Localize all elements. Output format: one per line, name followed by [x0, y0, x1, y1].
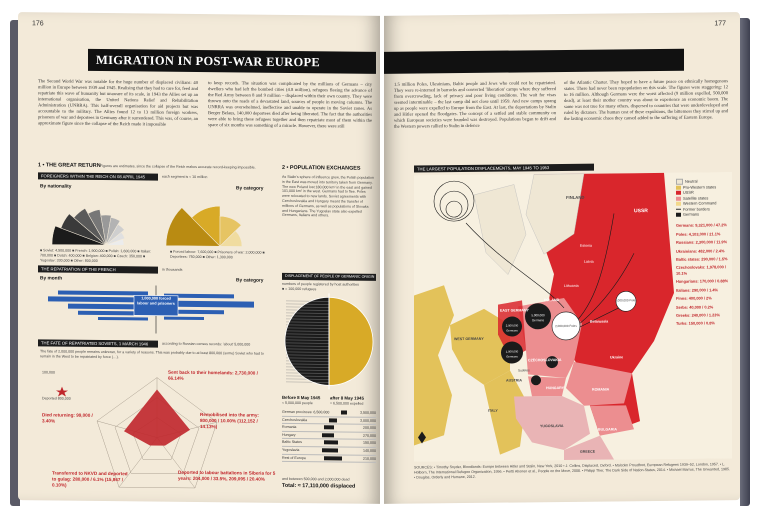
map-label-sudetes: Sudetes: [518, 368, 530, 373]
before-value: ≈ 5,000,000 people: [282, 400, 313, 406]
bubble-4: 2,000,000 Germans: [505, 323, 519, 333]
germanic-row-bar: [341, 410, 347, 414]
germanic-row: [282, 454, 376, 463]
french-note: in thousands: [162, 267, 183, 272]
germanic-row-bar: [324, 441, 338, 445]
map-stats-list: [676, 223, 732, 327]
map-stat-item: Baltic states: 290,000 / 1.5%: [676, 256, 728, 262]
intro-col-4: of the Atlantic Charter. They hoped to have a future peace on ethnically homogenous states. There had never been repopulation on this scale. The figures were staggering: 12 to 16 million. Although Germans were the worst affected (9 million expelled, 500,000 dead), at least their mother country was about to experience an economic boom. The same was not true for many others, dispersed to countries that were underdeveloped and ruled by dictators. The human cost of these expulsions, the bitterness they stirred up and the lasting economic chaos they caused added to the suffering of Eastern Europe.: [564, 78, 728, 121]
left-page: [18, 12, 380, 504]
category-fan-segments: [166, 206, 242, 247]
soviet-stat-2: Remobilised into the army: 800,000 / 10.00% (112,152 / 14.13%): [200, 412, 259, 430]
germanic-row-value: 150,000: [362, 441, 376, 446]
germanic-row-bar: [322, 433, 334, 437]
foreigners-bar: FOREIGNERS WITHIN THE REICH ON 08 APRIL 1945: [38, 172, 158, 180]
germanic-row-label: Czechoslovakia: [282, 417, 308, 422]
germanic-row-label: German provinces: 6,500,000: [282, 409, 330, 415]
germanic-row-label: Rest of Europe: [282, 455, 306, 460]
page-title: MIGRATION IN POST-WAR EUROPE: [88, 49, 376, 74]
sources: SOURCES: • Timothy Snyder, Bloodlands: Europe between Hitler and Stalin, New York, 2010 • J. Collins, Displaced, Oxford. • Malcolm Proudfoot, European Refugees 1939–52, London, 1957. • L. Holborn, The International Refugee Organization, 1956. • Pertti Ahonen et al., People on the Move, 2008. • Philipp Ther, The Dark Side of Nation-States, 2014. • Michael Marrus, The Unwanted, 1985. • Douglas, Orderly and Humane, 2012.: [414, 462, 730, 480]
germanic-row-value: 210,000: [362, 456, 376, 461]
map-label-greece: GREECE: [580, 449, 596, 454]
germanic-note: numbers of people registered by host authorities: [282, 281, 359, 287]
germanic-row-value: 3,000,000: [359, 418, 376, 423]
star-label-1: 100,000: [42, 370, 55, 375]
map-title-bar: THE LARGEST POPULATION DISPLACEMENTS, MAY 1945 TO 1953: [414, 164, 594, 173]
map-stat-item: Ukrainians: 482,000 / 2.4%: [676, 247, 725, 254]
map-stat-item: Russians: 2,300,000 / 11.9%: [676, 239, 728, 246]
great-return-subtitle: Figures are estimates, since the collapse of the Reich makes accurate record-keeping impossible.: [100, 163, 256, 170]
germanic-row-label: Hungary: [282, 432, 296, 437]
by-nationality-label: By nationality: [40, 184, 72, 190]
map-stat-item: Greeks: 240,000 / 1.23%: [676, 312, 720, 318]
french-bar: THE REPATRIATION OF THE FRENCH: [38, 265, 158, 273]
map-label-yugoslavia: YUGOSLAVIA: [540, 423, 564, 429]
soviet-text: The fate of 2,000,000 people remains unknown, for a variety of reasons. This was probably due to at least 800,000 (some) Soviet who had to remain in the West to be repatriated by force (…).: [40, 349, 264, 359]
right-page: [384, 12, 740, 504]
nationality-fan-segments: [52, 208, 125, 245]
germanic-row-value: 3,500,000: [359, 410, 376, 415]
germanic-row-label: Romania: [282, 425, 297, 430]
map-label-ussr: USSR: [634, 208, 648, 215]
map-label-poland: POLAND: [544, 298, 560, 303]
foreigners-note: each segment is ≈ 10 million: [162, 174, 208, 180]
french-repatriation-chart: [38, 282, 274, 336]
map-stat-item: Turks: 150,000 / 0.8%: [676, 320, 715, 327]
by-month-label: By month: [40, 276, 63, 282]
legend-ussr: USSR: [676, 190, 732, 196]
map-label-east-germany: EAST GERMANY: [500, 308, 529, 313]
by-category-label: By category: [236, 186, 264, 192]
pop-exchanges-heading: 2 • POPULATION EXCHANGES: [282, 164, 361, 172]
bubble-3: 3,000,000 Poles: [615, 298, 637, 303]
map-label-belarussia: Belarussia: [590, 319, 609, 324]
europe-map: [414, 172, 732, 461]
germanic-row-label: Baltic States: [282, 440, 302, 445]
title-bar-continuation: [384, 49, 684, 74]
germanic-note-2: ■ = 100,000 refugees: [282, 286, 317, 292]
germanic-displacement-bar: DISPLACEMENT OF PEOPLE OF GERMANIC ORIGIN: [282, 273, 376, 281]
great-return-heading: 1 • THE GREAT RETURN: [38, 162, 101, 169]
bubble-2: 2,000,000 Poles: [555, 323, 577, 329]
legend-neutral: Neutral: [676, 178, 732, 185]
germanic-circle-chart: [282, 293, 376, 394]
category-legend: ■ Forced labour: 7,600,000 ■ Prisoners of war: 2,000,000 ■ Deportees: 750,000 ■ Other: 1,300,000: [170, 249, 265, 260]
french-central-label: 1,000,000 forced labour and prisoners: [137, 296, 175, 306]
legend-germans: Germans: [676, 211, 732, 217]
map-label-estonia: Estonia: [580, 243, 592, 248]
map-stat-item: Italians: 290,000 / 1.4%: [676, 287, 718, 293]
after-title: after 8 May 1945: [330, 395, 364, 401]
germanic-row-bar: [324, 456, 342, 460]
legend-satellite: Satellite states: [676, 195, 732, 201]
germanic-row-value: 200,000: [362, 425, 376, 431]
category-fan-chart: [172, 190, 268, 251]
page-number-right: 177: [714, 20, 726, 28]
map-legend: [676, 178, 732, 329]
page-number-left: 176: [32, 20, 44, 28]
legend-former-borders: Former borders: [676, 206, 732, 212]
germanic-row-bar: [322, 448, 338, 452]
bubble-1: 5,000,000 Germans: [531, 313, 545, 323]
map-label-finland: FINLAND: [566, 194, 585, 200]
nationality-legend: ■ Soviet: 4,500,000 ■ French: 1,900,000 ■ Polish: 1,600,000 ■ Italian: 700,000 ■ Dutch: 400,000 ■ Belgian: 400,000 ■ Czech: 350,000 ■ Yugoslav: 330,000 ■ Other: 800,000: [40, 248, 152, 263]
map-stat-item: Czechoslovaks: 1,978,000 / 10.1%: [676, 264, 726, 276]
before-title: Before 8 May 1945: [282, 394, 321, 401]
germanic-row-value: 140,000: [362, 448, 376, 453]
pop-exchanges-text: As Stalin's sphere of influence grew, the Polish population in the East was moved into territory taken from Germany. The new Poland lost 180,000 km² in the east and gained 101,000 km² in the west. Germans had to flee. Poles were relocated to new lands. Soviet agreements with Czechoslovakia and Hungary meant the transfer of millions of Germans, as well as populations of Slovaks and Hungarians. The Yugoslav state also expelled Germans, Italians and others.: [282, 174, 374, 218]
map-label-lithuania: Lithuania: [564, 283, 579, 288]
after-value: ≈ 6,500,000 expelled: [330, 401, 364, 406]
germanic-row-bar: [324, 425, 334, 429]
map-label-ukraine: Ukraine: [610, 355, 624, 360]
book-spread: [18, 14, 748, 514]
map-label-romania: ROMANIA: [592, 387, 610, 392]
intro-col-1: The Second World War was notable for the huge number of displaced civilians: 40 million in Europe between 1939 and 1945. Realising that they had to care for, feed and repatriate this wave of humanity but unaware of its scale, in 1943 the Allies set up an international organisation, the United Nations Relief and Rehabilitation Administration (UNRRA). This half-overall organisation for aid projects but was accountable to the military. The Allies found 12 to 13 million foreign workers, prisoners of war and deportees in Germany after it surrendered. This was, of course, an approximate figure since the collapse of the Reich made it impossible: [38, 78, 199, 127]
germanic-row-value: 270,000: [363, 433, 376, 438]
small-star-icon: [56, 387, 68, 397]
by-category-label-2: By category: [236, 278, 264, 284]
map-label-bulgaria: BULGARIA: [598, 427, 617, 432]
map-label-austria: AUSTRIA: [506, 378, 522, 383]
map-label-hungary: HUNGARY: [546, 385, 565, 391]
book-edge-right: [740, 18, 750, 506]
intro-col-3: 1.5 million Poles, Ukrainians, Baltic people and Jews who could not be repatriated. They were re-interned in barracks and converted 'liberation' camps where they suffered from overcrowding, lack of privacy and poor living conditions. The wait for visas seemed interminable – the last camp did not close until 1959. And new camps sprang up as people were expelled to Europe from the East. At last, the deportations by Stalin and Hitler opened the floodgates. The concept of a settled and stable community on which European societies were founded was destroyed. Populations began to drift and the Western powers rallied to Stalin in defence: [394, 80, 556, 129]
germanic-row-label: Yugoslavia: [282, 447, 300, 453]
map-label-latvia: Latvia: [584, 259, 594, 264]
map-stat-item: Hungarians: 170,000 / 0.88%: [676, 278, 729, 285]
legend-pro-western: Pro-Western states: [676, 184, 732, 190]
map-stat-item: Germans: 9,321,000 / 47.2%: [676, 222, 727, 229]
intro-col-2: to keep records. The situation was complicated by the millions of Germans – city dwellers who had left the bombed cities (4.8 million), refugees fleeing the advance of the Red Army between 8 and 9 million – displaced within their own country. They were thrown onto the roads of a devastated land, sources of people in moving columns. The UNRRA was overwhelmed, ineffective and unable to operate in the Soviet zones. As Berger Belaus, 140,000 deportees died after being liberated. The fact that the authorities were able to bring these refugees together and then repatriate most of them within the space of six months was something of a miracle. However, there were still: [208, 80, 372, 129]
soviet-bar: THE FATE OF REPATRIATED SOVIETS, 1 MARCH 1946: [38, 339, 158, 347]
germanic-row-bar: [329, 418, 337, 422]
map-stat-item: Poles: 4,103,000 / 21.1%: [676, 231, 721, 237]
star-label-2: Deported 800,000: [42, 396, 71, 401]
soviet-note: according to Russian census records: 'about' 5,000,000: [162, 341, 251, 347]
soviet-stat-3: Died returning: 99,000 / 3.40%: [42, 412, 93, 424]
total-displaced: Total: ≈ 17,110,000 displaced: [282, 482, 356, 490]
map-stat-item: Finns: 400,000 / 2%: [676, 295, 712, 301]
legend-western-command: Western Command: [676, 200, 732, 206]
total-note: and between 500,000 and 2,000,000 dead: [282, 476, 350, 482]
soviet-stat-4: Transferred to NKVD and deported to gulag: 280,000 / 6.1% (15,867 / 0.10%): [52, 470, 128, 488]
map-label-west-germany: WEST GERMANY: [454, 336, 484, 342]
soviet-stat-5: Deported to labour battalions in Siberia for 5 years: 204,000 / 33.5%, 209,095 / 20.40%: [178, 469, 276, 482]
map-label-italy: ITALY: [488, 408, 498, 413]
map-stat-item: Serbs: 40,000 / 0.2%: [676, 303, 714, 310]
germanic-rows: [282, 409, 376, 463]
soviet-stat-1: Sent back to their homelands: 2,730,000 / 66.14%: [168, 369, 258, 381]
nationality-fan-chart: [58, 189, 154, 250]
map-label-czechoslovakia: CZECHOSLOVAKIA: [528, 358, 562, 363]
bubble-5: 1,000,000 Germans: [505, 349, 519, 359]
